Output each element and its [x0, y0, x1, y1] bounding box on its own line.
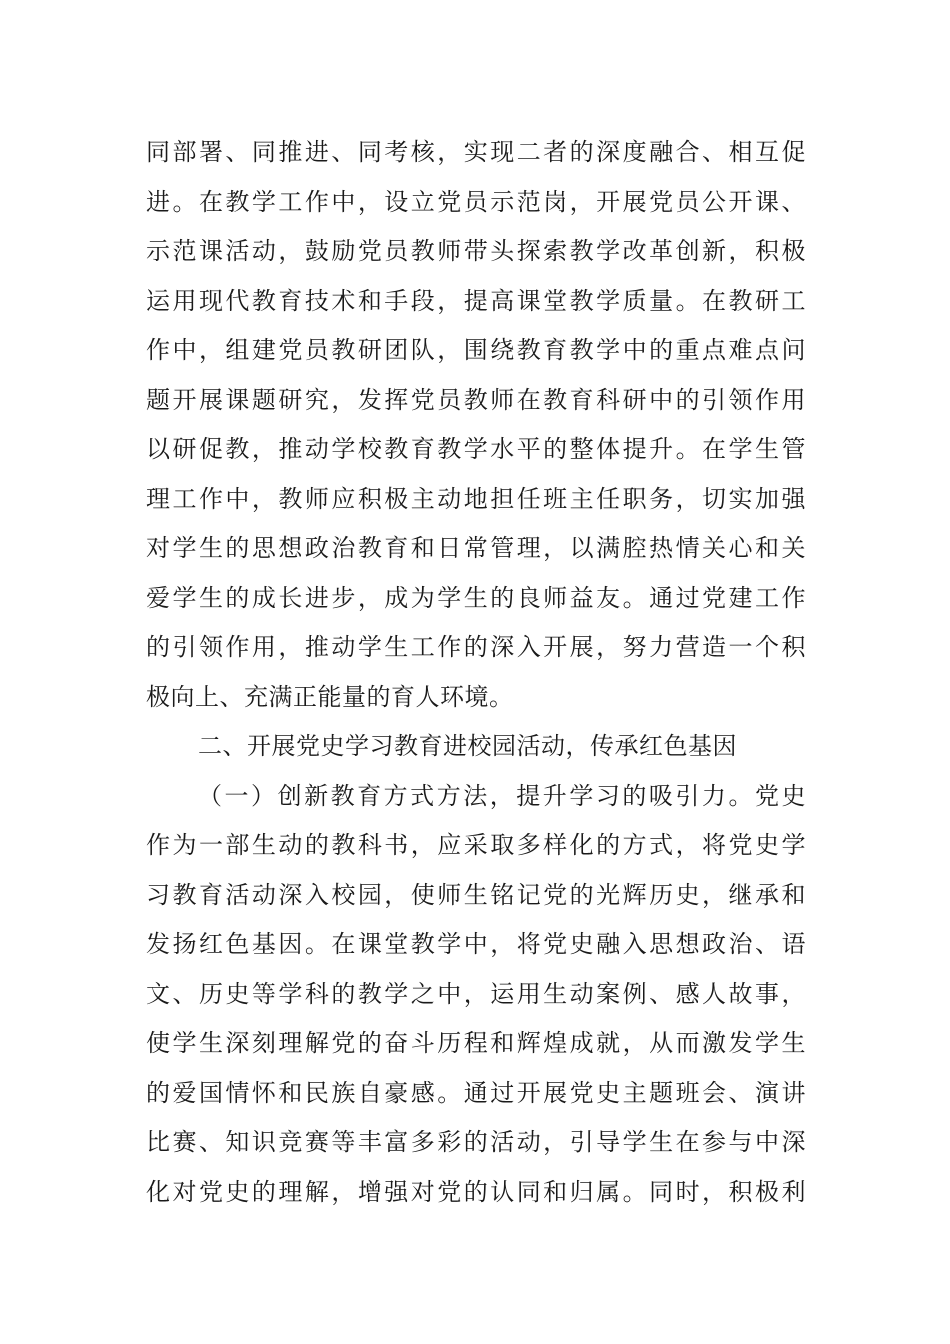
paragraph-1: [146, 128, 806, 722]
text-line: 比赛、知识竞赛等丰富多彩的活动，引导学生在参与中深: [146, 1128, 806, 1156]
text-line: 同部署、同推进、同考核，实现二者的深度融合、相互促: [146, 138, 806, 166]
text-line: 爱学生的成长进步，成为学生的良师益友。通过党建工作: [146, 583, 806, 612]
text-line: 习教育活动深入校园，使师生铭记党的光辉历史，继承和: [146, 880, 806, 909]
paragraph-2: [146, 772, 806, 1218]
text-line: 作中，组建党员教研团队，围绕教育教学中的重点难点问: [146, 336, 806, 364]
text-line: 发扬红色基因。在课堂教学中，将党史融入思想政治、语: [146, 930, 806, 958]
text-line: 作为一部生动的教科书，应采取多样化的方式，将党史学: [146, 831, 806, 859]
document-body: [146, 128, 806, 1217]
text-line: 进。在教学工作中，设立党员示范岗，开展党员公开课、: [146, 187, 806, 216]
text-line: 运用现代教育技术和手段，提高课堂教学质量。在教研工: [146, 286, 806, 315]
text-line: 以研促教，推动学校教育教学水平的整体提升。在学生管: [146, 435, 806, 463]
section-heading: 二、开展党史学习教育进校园活动，传承红色基因: [198, 732, 737, 760]
text-line: 对学生的思想政治教育和日常管理，以满腔热情关心和关: [146, 534, 806, 562]
text-line: 使学生深刻理解党的奋斗历程和辉煌成就，从而激发学生: [146, 1029, 806, 1057]
text-line: 的引领作用，推动学生工作的深入开展，努力营造一个积: [146, 633, 806, 661]
text-line: 文、历史等学科的教学之中，运用生动案例、感人故事，: [146, 979, 806, 1008]
text-line: 化对党史的理解，增强对党的认同和归属。同时，积极利: [146, 1177, 806, 1206]
text-line: 理工作中，教师应积极主动地担任班主任职务，切实加强: [146, 484, 806, 513]
text-line: 示范课活动，鼓励党员教师带头探索教学改革创新，积极: [146, 237, 806, 265]
text-line: 题开展课题研究，发挥党员教师在教育科研中的引领作用: [146, 385, 806, 414]
text-line: （一）创新教育方式方法，提升学习的吸引力。党史: [198, 781, 806, 810]
text-line: 的爱国情怀和民族自豪感。通过开展党史主题班会、演讲: [146, 1078, 806, 1107]
text-line: 极向上、充满正能量的育人环境。: [146, 682, 514, 711]
